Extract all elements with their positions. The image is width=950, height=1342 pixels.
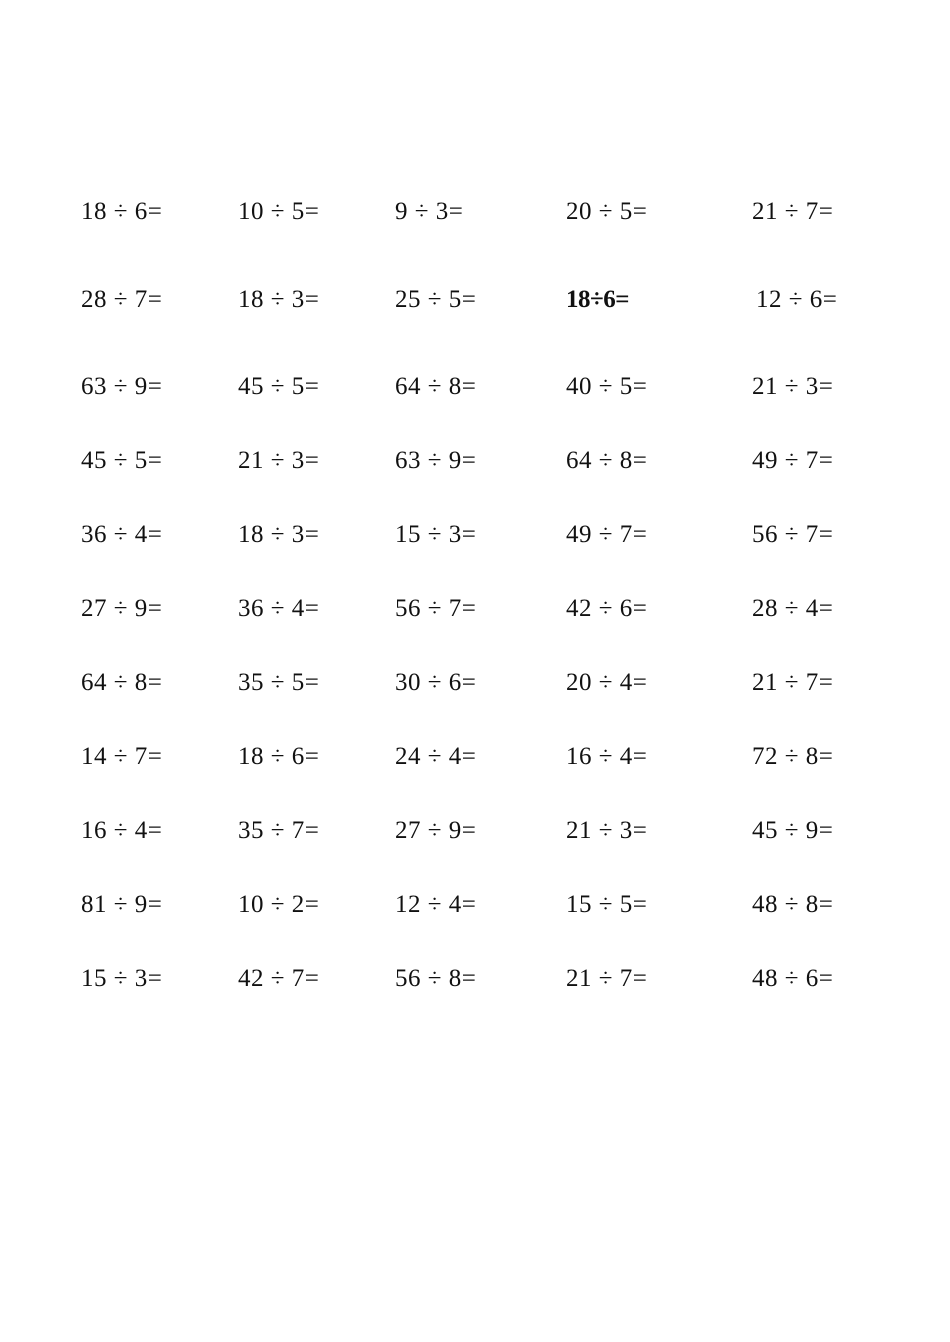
division-problem: 35 ÷ 7= [238,817,320,844]
division-problem: 10 ÷ 2= [238,891,320,918]
division-problem: 20 ÷ 5= [566,198,648,225]
division-problem: 18 ÷ 6= [81,198,163,225]
division-problem: 15 ÷ 3= [81,965,163,992]
division-problem: 64 ÷ 8= [81,669,163,696]
division-problem: 16 ÷ 4= [566,743,648,770]
division-problem: 81 ÷ 9= [81,891,163,918]
division-problem: 49 ÷ 7= [752,447,834,474]
problem-row [0,280,950,320]
problem-row [0,811,950,851]
division-problem: 56 ÷ 7= [395,595,477,622]
division-problem: 9 ÷ 3= [395,198,464,225]
division-problem: 15 ÷ 5= [566,891,648,918]
problem-row [0,367,950,407]
problem-row [0,737,950,777]
problem-row [0,441,950,481]
division-problem: 36 ÷ 4= [238,595,320,622]
division-problem: 63 ÷ 9= [395,447,477,474]
division-problem: 63 ÷ 9= [81,373,163,400]
division-problem: 21 ÷ 7= [566,965,648,992]
division-problem: 10 ÷ 5= [238,198,320,225]
division-problem: 48 ÷ 6= [752,965,834,992]
division-problem: 45 ÷ 9= [752,817,834,844]
division-problem: 12 ÷ 4= [395,891,477,918]
division-problem: 42 ÷ 6= [566,595,648,622]
division-problem: 21 ÷ 3= [566,817,648,844]
division-problem: 30 ÷ 6= [395,669,477,696]
division-problem: 16 ÷ 4= [81,817,163,844]
division-problem: 15 ÷ 3= [395,521,477,548]
division-problem: 64 ÷ 8= [566,447,648,474]
division-problem: 40 ÷ 5= [566,373,648,400]
division-problem: 35 ÷ 5= [238,669,320,696]
division-problem: 24 ÷ 4= [395,743,477,770]
problem-row [0,663,950,703]
division-problem: 56 ÷ 8= [395,965,477,992]
division-problem: 12 ÷ 6= [756,286,838,313]
problem-row [0,885,950,925]
division-problem: 48 ÷ 8= [752,891,834,918]
division-problem: 21 ÷ 3= [752,373,834,400]
problem-row [0,959,950,999]
division-problem: 25 ÷ 5= [395,286,477,313]
division-problem: 42 ÷ 7= [238,965,320,992]
division-problem: 64 ÷ 8= [395,373,477,400]
division-problem: 72 ÷ 8= [752,743,834,770]
division-problem: 21 ÷ 3= [238,447,320,474]
division-problem: 36 ÷ 4= [81,521,163,548]
division-problem: 21 ÷ 7= [752,198,834,225]
division-problem: 18 ÷ 3= [238,286,320,313]
problem-row [0,515,950,555]
division-problem: 56 ÷ 7= [752,521,834,548]
division-problem: 45 ÷ 5= [238,373,320,400]
division-problem: 45 ÷ 5= [81,447,163,474]
problem-row [0,192,950,232]
division-problem: 21 ÷ 7= [752,669,834,696]
division-problem-bold: 18÷6= [566,286,629,313]
division-problem: 18 ÷ 3= [238,521,320,548]
division-problem: 18 ÷ 6= [238,743,320,770]
division-problem: 27 ÷ 9= [395,817,477,844]
division-problem: 28 ÷ 7= [81,286,163,313]
division-problem: 14 ÷ 7= [81,743,163,770]
division-problem: 28 ÷ 4= [752,595,834,622]
problem-row [0,589,950,629]
division-problem: 49 ÷ 7= [566,521,648,548]
division-problem: 27 ÷ 9= [81,595,163,622]
division-problem: 20 ÷ 4= [566,669,648,696]
